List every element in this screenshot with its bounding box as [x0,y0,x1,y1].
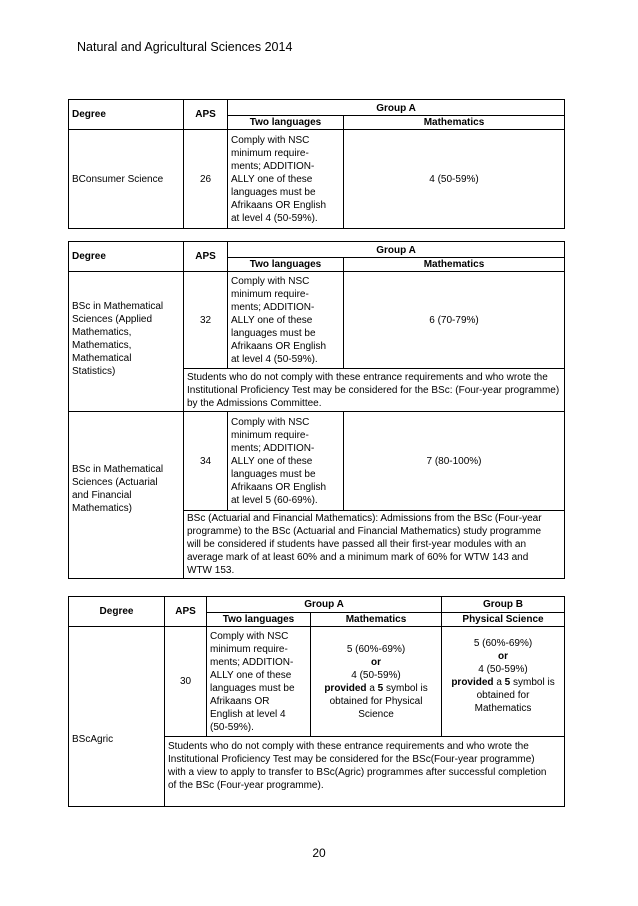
aps-cell: 26 [184,130,228,229]
two-languages-cell: Comply with NSC minimum require- ments; ADDITION- ALLY one of these languages must be Afrikaans OR English at level 5 (60-69%). [228,412,344,511]
table-bsc-mathematical-sciences [68,241,565,579]
degree-cell: BScAgric [69,627,165,807]
degree-header: Degree [69,100,184,130]
mathematics-cell: 6 (70-79%) [344,272,565,369]
page-number: 20 [312,846,326,860]
mathematics-header: Mathematics [344,258,565,272]
physical-science-cell: 5 (60%-69%) or 4 (50-59%) provided a 5 symbol is obtained for Mathematics [442,627,565,737]
group-a-header: Group A [207,597,442,613]
two-languages-header: Two languages [228,116,344,130]
group-a-header: Group A [228,242,565,258]
group-a-header: Group A [228,100,565,116]
physical-science-header: Physical Science [442,613,565,627]
aps-cell: 30 [165,627,207,737]
mathematics-cell: 5 (60%-69%) or 4 (50-59%) provided a 5 symbol is obtained for Physical Science [311,627,442,737]
mathematics-cell: 7 (80-100%) [344,412,565,511]
mathematics-header: Mathematics [344,116,565,130]
two-languages-cell: Comply with NSC minimum require- ments; ADDITION- ALLY one of these languages must be Afrikaans OR English at level 4 (50-59%). [207,627,311,737]
table-bscagric [68,596,565,807]
degree-cell-actuarial: BSc in Mathematical Sciences (Actuarial and Financial Mathematics) [69,412,184,579]
aps-header: APS [165,597,207,627]
degree-cell: BConsumer Science [69,130,184,229]
group-b-header: Group B [442,597,565,613]
aps-cell: 34 [184,412,228,511]
proficiency-test-note: Students who do not comply with these entrance requirements and who wrote the Institutional Proficiency Test may be considered for the BSc: (Four-year programme) by the Admissions Committee. [184,369,565,412]
table-bconsumer-science [68,99,565,229]
aps-header: APS [184,100,228,130]
aps-header: APS [184,242,228,272]
degree-cell-applied-mathematics: BSc in Mathematical Sciences (Applied Mathematics, Mathematics, Mathematical Statistics) [69,272,184,412]
two-languages-cell: Comply with NSC minimum require- ments; ADDITION- ALLY one of these languages must be Afrikaans OR English at level 4 (50-59%). [228,272,344,369]
degree-header: Degree [69,597,165,627]
two-languages-header: Two languages [228,258,344,272]
degree-header: Degree [69,242,184,272]
aps-cell: 32 [184,272,228,369]
bscagric-transfer-note: Students who do not comply with these entrance requirements and who wrote the Institutional Proficiency Test may be considered for the BSc(Four-year programme) with a view to apply to transfer to BSc(Agric) programmes after successful completion of the BSc (Four-year programme). [165,737,565,807]
two-languages-cell: Comply with NSC minimum require- ments; ADDITION- ALLY one of these languages must be Afrikaans OR English at level 4 (50-59%). [228,130,344,229]
two-languages-header: Two languages [207,613,311,627]
mathematics-header: Mathematics [311,613,442,627]
actuarial-admission-note: BSc (Actuarial and Financial Mathematics): Admissions from the BSc (Four-year programme) to the BSc (Actuarial and Financial Mathematics) study programme will be considered if students have passed all their first-year modules with an average mark of at least 60% and a minimum mark of 60% for WTW 143 and WTW 153. [184,511,565,579]
page-header: Natural and Agricultural Sciences 2014 [77,40,293,54]
mathematics-cell: 4 (50-59%) [344,130,565,229]
